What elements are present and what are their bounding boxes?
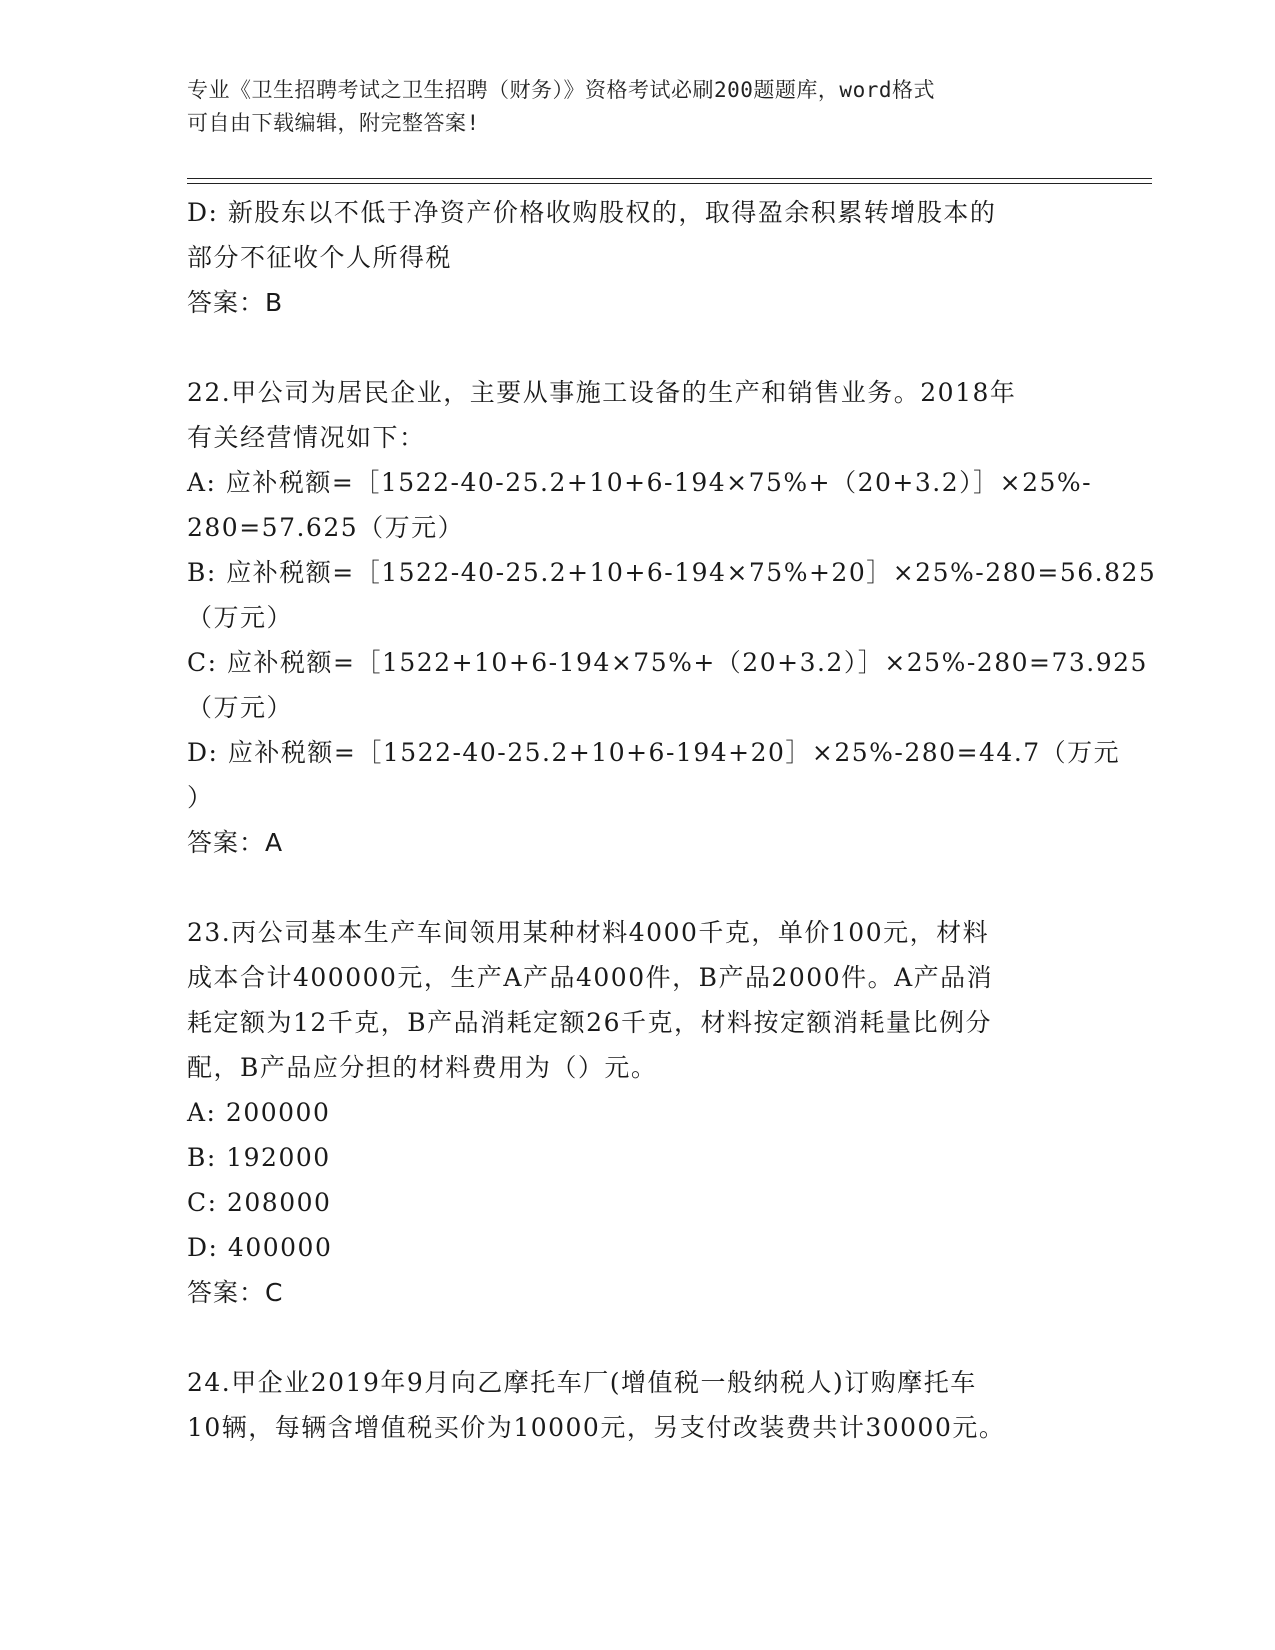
q22-option-b-line-1: B: 应补税额=［1522-40-25.2+10+6-194×75%+20］×25%-280=56.825 [187, 558, 1157, 587]
q21-answer: 答案：B [187, 288, 284, 317]
question-22 [187, 370, 1157, 865]
q22-option-d-line-1: D: 应补税额=［1522-40-25.2+10+6-194+20］×25%-280=44.7（万元 [187, 738, 1121, 767]
q22-option-c-line-1: C: 应补税额=［1522+10+6-194×75%+（20+3.2）］×25%-280=73.925 [187, 648, 1148, 677]
spacer [187, 1315, 1082, 1360]
document-body [187, 190, 1157, 1450]
question-24 [187, 1360, 1082, 1450]
q22-answer: 答案：A [187, 828, 284, 857]
q23-stem-line-3: 耗定额为12千克，B产品消耗定额26千克，材料按定额消耗量比例分 [187, 1008, 992, 1037]
q22-option-a-line-2: 280=57.625（万元） [187, 513, 465, 542]
q23-option-c: C: 208000 [187, 1188, 332, 1217]
question-21-tail [187, 190, 1082, 325]
q23-stem-line-2: 成本合计400000元，生产A产品4000件，B产品2000件。A产品消 [187, 963, 994, 992]
q23-answer: 答案：C [187, 1278, 284, 1307]
q21-option-d-line-1: D: 新股东以不低于净资产价格收购股权的，取得盈余积累转增股本的 [187, 198, 997, 227]
header-divider [187, 178, 1152, 184]
q24-stem-line-2: 10辆，每辆含增值税买价为10000元，另支付改装费共计30000元。 [187, 1413, 1006, 1442]
q22-option-a-line-1: A: 应补税额=［1522-40-25.2+10+6-194×75%+（20+3.2）］×25%- [187, 468, 1093, 497]
q23-option-d: D: 400000 [187, 1233, 333, 1262]
q22-option-c-line-2: （万元） [187, 693, 294, 722]
q22-stem-line-2: 有关经营情况如下： [187, 423, 426, 452]
header-line-1: 专业《卫生招聘考试之卫生招聘（财务）》资格考试必刷200题题库，word格式 [187, 78, 935, 102]
document-header [187, 74, 1067, 140]
q23-stem-line-1: 23.丙公司基本生产车间领用某种材料4000千克，单价100元，材料 [187, 918, 990, 947]
q22-option-b-line-2: （万元） [187, 603, 294, 632]
q24-stem-line-1: 24.甲企业2019年9月向乙摩托车厂(增值税一般纳税人)订购摩托车 [187, 1368, 977, 1397]
q23-option-a: A: 200000 [187, 1098, 331, 1127]
q21-option-d-line-2: 部分不征收个人所得税 [187, 243, 453, 272]
q23-stem-line-4: 配，B产品应分担的材料费用为（）元。 [187, 1053, 658, 1082]
q23-option-b: B: 192000 [187, 1143, 331, 1172]
header-line-2: 可自由下载编辑，附完整答案! [187, 111, 480, 135]
q22-stem-line-1: 22.甲公司为居民企业，主要从事施工设备的生产和销售业务。2018年 [187, 378, 1017, 407]
question-23 [187, 910, 1082, 1315]
q22-option-d-line-2: ） [187, 783, 214, 812]
spacer [187, 865, 1082, 910]
spacer [187, 325, 1082, 370]
